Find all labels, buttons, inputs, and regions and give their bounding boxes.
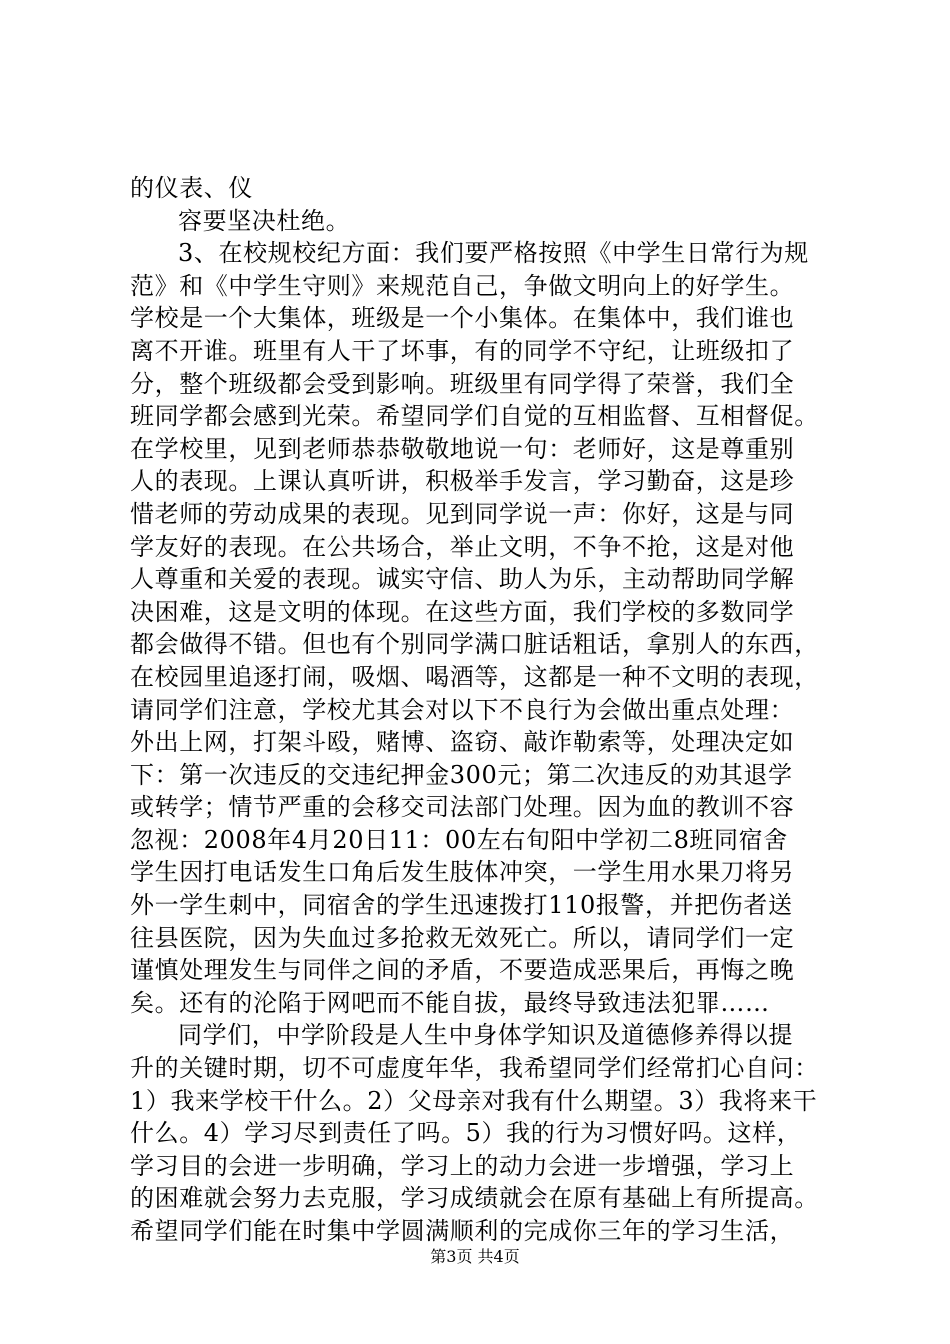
text-line: 惜老师的劳动成果的表现。见到同学说一声：你好，这是与同 bbox=[130, 499, 795, 528]
text-line: 在学校里，见到老师恭恭敬敬地说一句：老师好，这是尊重别 bbox=[130, 434, 795, 463]
text-line: 请同学们注意，学校尤其会对以下不良行为会做出重点处理： bbox=[130, 695, 795, 724]
text-line: 班同学都会感到光荣。希望同学们自觉的互相监督、互相督促。 bbox=[130, 402, 819, 431]
paragraph-start-line: 同学们，中学阶段是人生中身体学知识及道德修养得以提 bbox=[178, 1021, 793, 1050]
text-line: 升的关键时期，切不可虚度年华，我希望同学们经常扪心自问： bbox=[130, 1054, 819, 1083]
text-line: 的困难就会努力去克服，学习成绩就会在原有基础上有所提高。 bbox=[130, 1184, 819, 1213]
text-line: 希望同学们能在时集中学圆满顺利的完成你三年的学习生活， bbox=[130, 1217, 795, 1245]
page-number-footer: 第3页 共4页 bbox=[430, 1247, 520, 1266]
text-line: 学习目的会进一步明确，学习上的动力会进一步增强，学习上 bbox=[130, 1151, 795, 1180]
text-line: 学友好的表现。在公共场合，举止文明，不争不抢，这是对他 bbox=[130, 532, 795, 561]
text-line: 人的表现。上课认真听讲，积极举手发言，学习勤奋，这是珍 bbox=[130, 467, 795, 496]
document-body bbox=[130, 172, 860, 1248]
text-line: 分，整个班级都会受到影响。班级里有同学得了荣誉，我们全 bbox=[130, 369, 795, 398]
text-line: 在校园里追逐打闹，吸烟、喝酒等，这都是一种不文明的表现， bbox=[130, 662, 819, 691]
text-line: 什么。4）学习尽到责任了吗。5）我的行为习惯好吗。这样， bbox=[130, 1119, 802, 1148]
text-line: 往县医院，因为失血过多抢救无效死亡。所以，请同学们一定 bbox=[130, 923, 795, 952]
text-line: 人尊重和关爱的表现。诚实守信、助人为乐，主动帮助同学解 bbox=[130, 565, 795, 594]
text-line: 决困难，这是文明的体现。在这些方面，我们学校的多数同学 bbox=[130, 597, 795, 626]
text-line: 外一学生刺中，同宿舍的学生迅速拨打110报警，并把伤者送 bbox=[130, 891, 793, 920]
paragraph-start-line: 3、在校规校纪方面：我们要严格按照《中学生日常行为规 bbox=[178, 239, 809, 268]
text-line: 下：第一次违反的交违纪押金300元；第二次违反的劝其退学 bbox=[130, 760, 793, 789]
text-line: 学校是一个大集体，班级是一个小集体。在集体中，我们谁也 bbox=[130, 304, 795, 333]
text-line: 或转学；情节严重的会移交司法部门处理。因为血的教训不容 bbox=[130, 793, 795, 822]
text-line: 都会做得不错。但也有个别同学满口脏话粗话，拿别人的东西， bbox=[130, 630, 819, 659]
text-line: 容要坚决杜绝。 bbox=[178, 206, 351, 235]
text-line: 范》和《中学生守则》来规范自己，争做文明向上的好学生。 bbox=[130, 271, 795, 300]
text-line: 忽视：2008年4月20日11：00左右旬阳中学初二8班同宿舍 bbox=[130, 825, 788, 854]
text-line: 外出上网，打架斗殴，赌博、盗窃、敲诈勒索等，处理决定如 bbox=[130, 728, 795, 757]
text-line: 1）我来学校干什么。2）父母亲对我有什么期望。3）我将来干 bbox=[130, 1086, 818, 1115]
text-line: 的仪表、仪 bbox=[130, 174, 253, 202]
text-line: 矣。还有的沦陷于网吧而不能自拔，最终导致违法犯罪…… bbox=[130, 988, 770, 1017]
text-line: 离不开谁。班里有人干了坏事，有的同学不守纪，让班级扣了 bbox=[130, 336, 795, 365]
text-line: 学生因打电话发生口角后发生肢体冲突，一学生用水果刀将另 bbox=[130, 858, 795, 887]
text-line: 谨慎处理发生与同伴之间的矛盾，不要造成恶果后，再悔之晚 bbox=[130, 956, 795, 985]
